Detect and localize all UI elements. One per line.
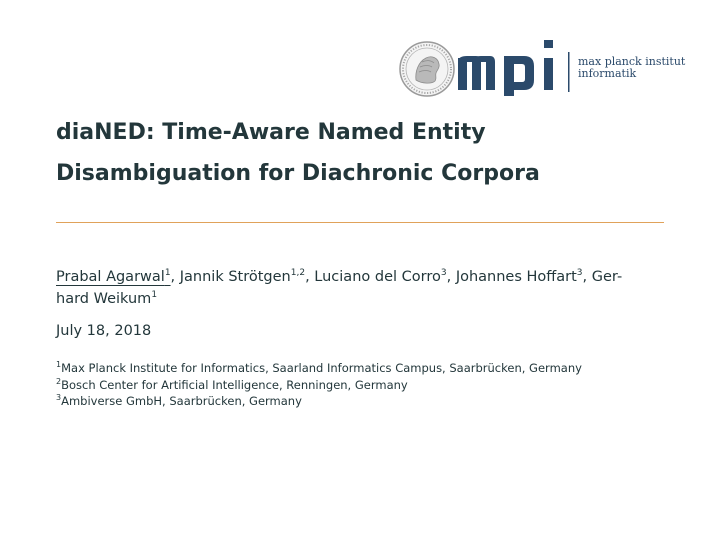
affiliation-list xyxy=(56,360,582,410)
author-presenter: Prabal Agarwal$^1$ xyxy=(56,268,171,285)
institute-line-2: informatik xyxy=(578,67,637,80)
author-2: Jannik Strötgen$^{1,2}$ xyxy=(179,268,306,285)
affiliation-1: $^1$Max Planck Institute for Informatics, Saarland Informatics Campus, Saarbrücken, Germany xyxy=(56,360,582,375)
minerva-seal-icon xyxy=(398,40,456,98)
title-line-2: Disambiguation for Diachronic Corpora xyxy=(56,161,540,186)
author-4: Johannes Hoffart$^3$ xyxy=(455,268,583,285)
author-5-part-1: Ger- xyxy=(591,269,623,285)
author-list xyxy=(56,266,668,310)
author-3: Luciano del Corro$^3$ xyxy=(314,268,447,285)
mpi-wordmark-icon xyxy=(456,36,576,100)
page-title xyxy=(56,112,676,194)
institute-line-1: max planck institut xyxy=(578,55,686,68)
institute-name xyxy=(578,56,685,80)
mpi-logo xyxy=(398,36,686,100)
author-line-2: hard Weikum$^1$ xyxy=(56,290,158,307)
author-5-part-2: hard Weikum xyxy=(56,291,152,307)
affiliation-3: $^3$Ambiverse GmbH, Saarbrücken, Germany xyxy=(56,393,302,408)
author-line-1: Prabal Agarwal$^1$, Jannik Strötgen$^{1,2}$, Luciano del Corro$^3$, Johannes Hoffart$^3$, Ger- xyxy=(56,268,623,285)
presentation-date: July 18, 2018 xyxy=(56,323,152,339)
title-divider xyxy=(56,222,664,223)
affiliation-2: $^2$Bosch Center for Artificial Intelligence, Renningen, Germany xyxy=(56,376,408,392)
title-line-1: diaNED: Time-Aware Named Entity xyxy=(56,120,486,145)
